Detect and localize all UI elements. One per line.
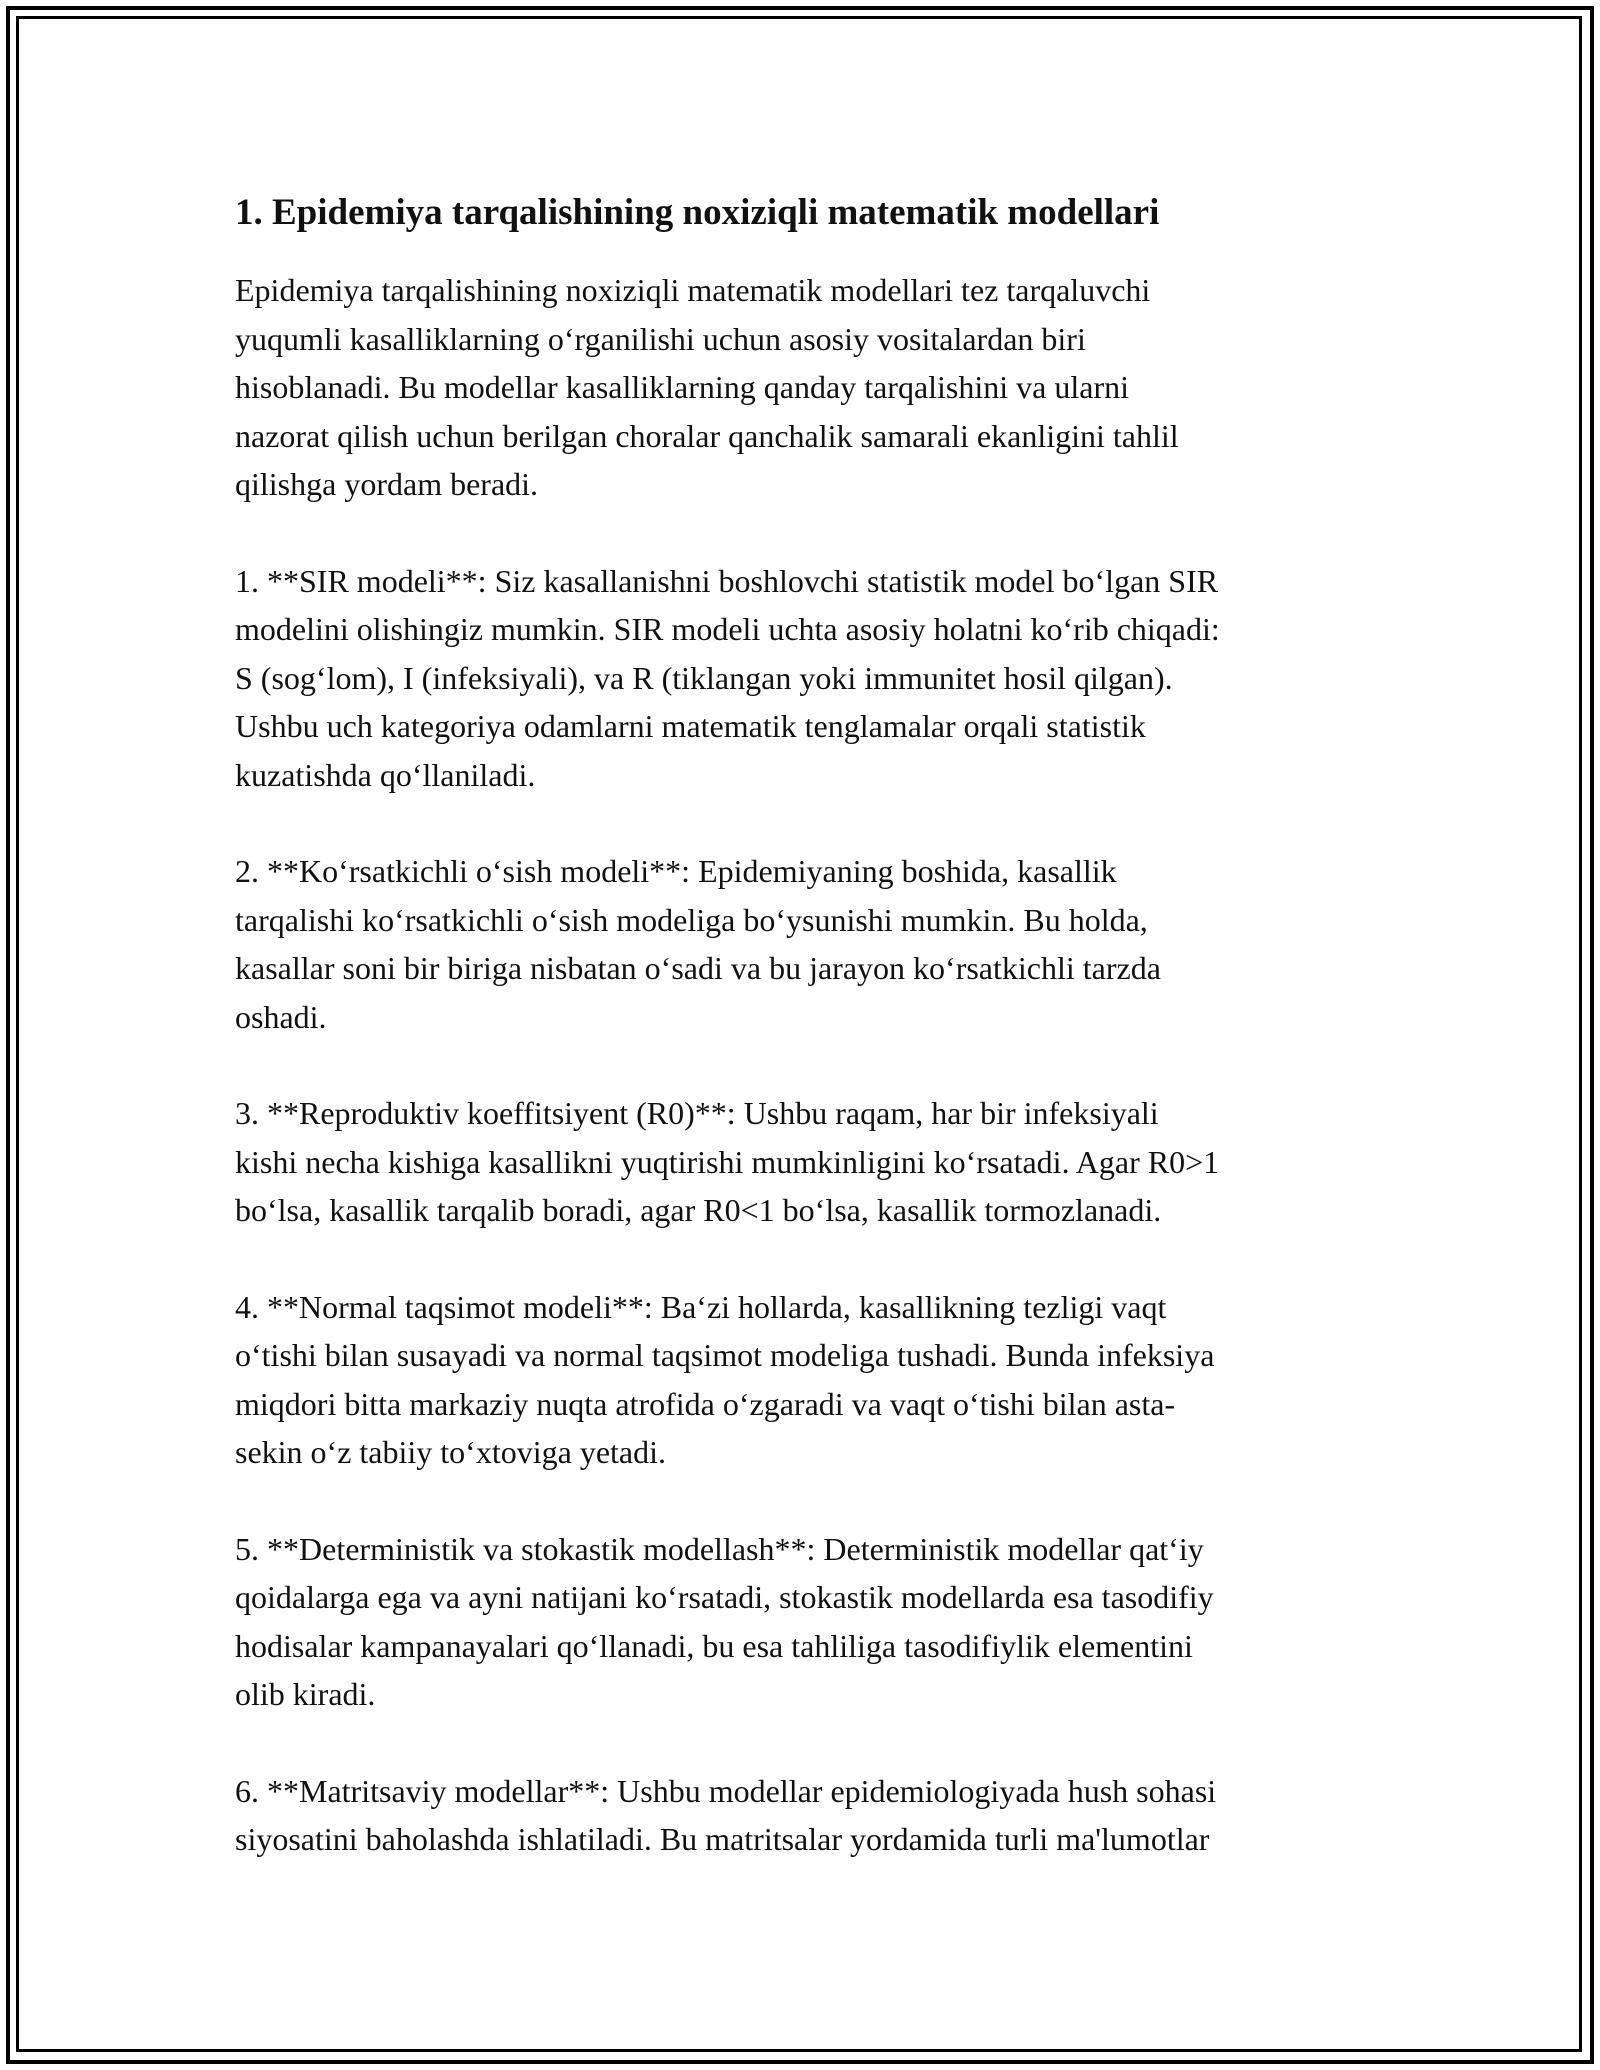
paragraph-intro: Epidemiya tarqalishining noxiziqli matematik modellari tez tarqaluvchi yuqumli kasalliklarning o‘rganilishi uchun asosiy vositalardan biri hisoblanadi. Bu modellar kasalliklarning qanday tarqalishini va ularni nazorat qilish uchun berilgan choralar qanchalik samarali ekanligini tahlil qilishga yordam beradi.	[235, 272, 1179, 502]
document-title: 1. Epidemiya tarqalishining noxiziqli matematik modellari	[235, 192, 1160, 233]
paragraph-reproductive-coefficient: 3. **Reproduktiv koeffitsiyent (R0)**: Ushbu raqam, har bir infeksiyali kishi necha kishiga kasallikni yuqtirishi mumkinligini ko‘rsatadi. Agar R0>1 bo‘lsa, kasallik tarqalib boradi, agar R0<1 bo‘lsa, kasallik tormozlanadi.	[235, 1095, 1220, 1228]
paragraph-exponential-growth-model: 2. **Ko‘rsatkichli o‘sish modeli**: Epidemiyaning boshida, kasallik tarqalishi ko‘rsatkichli o‘sish modeliga bo‘ysunishi mumkin. Bu holda, kasallar soni bir biriga nisbatan o‘sadi va bu jarayon ko‘rsatkichli tarzda oshadi.	[235, 853, 1161, 1035]
paragraph-deterministic-stochastic: 5. **Deterministik va stokastik modellash**: Deterministik modellar qat‘iy qoidalarga ega va ayni natijani ko‘rsatadi, stokastik modellarda esa tasodifiy hodisalar kampanayalari qo‘llanadi, bu esa tahliliga tasodifiylik elementini olib kiradi.	[235, 1530, 1214, 1712]
paragraph-matrix-models: 6. **Matritsaviy modellar**: Ushbu modellar epidemiologiyada hush sohasi siyosatini baholashda ishlatiladi. Bu matritsalar yordamida turli ma'lumotlar	[235, 1772, 1217, 1857]
paragraph-sir-model: 1. **SIR modeli**: Siz kasallanishni boshlovchi statistik model bo‘lgan SIR modelini olishingiz mumkin. SIR modeli uchta asosiy holatni ko‘rib chiqadi: S (sog‘lom), I (infeksiyali), va R (tiklangan yoki immunitet hosil qilgan). Ushbu uch kategoriya odamlarni matematik tenglamalar orqali statistik kuzatishda qo‘llaniladi.	[235, 562, 1220, 793]
document-body	[235, 186, 1375, 1912]
paragraph-normal-distribution-model: 4. **Normal taqsimot modeli**: Ba‘zi hollarda, kasallikning tezligi vaqt o‘tishi bilan susayadi va normal taqsimot modeliga tushadi. Bunda infeksiya miqdori bitta markaziy nuqta atrofida o‘zgaradi va vaqt o‘tishi bilan asta- sekin o‘z tabiiy to‘xtoviga yetadi.	[235, 1288, 1215, 1470]
